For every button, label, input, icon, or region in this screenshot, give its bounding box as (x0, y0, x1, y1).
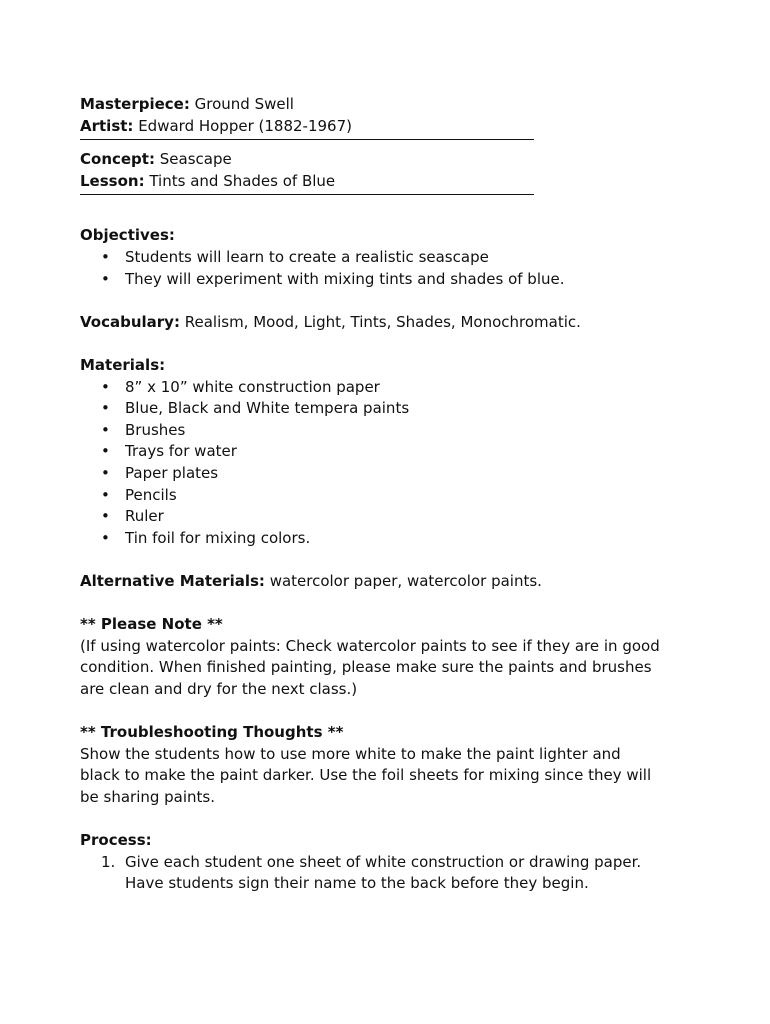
lesson-label: Lesson: (80, 171, 145, 190)
masterpiece-label: Masterpiece: (80, 95, 190, 113)
list-item (80, 377, 680, 399)
step-number: 1. (101, 852, 116, 871)
bullet-icon: • (101, 420, 110, 439)
please-note-text: (If using watercolor paints: Check watercolor paints to see if they are in good condition. When finished painting, please make sure the paints and brushes are clean and dry for the next class.) (80, 636, 660, 698)
bullet-icon: • (101, 377, 110, 396)
materials-heading: Materials: (80, 355, 166, 374)
masterpiece-line (80, 94, 680, 116)
objectives-heading: Objectives: (80, 226, 175, 245)
artist-line (80, 116, 680, 138)
vocabulary-label: Vocabulary: (80, 312, 180, 331)
material-text: Paper plates (125, 463, 219, 482)
materials-list (80, 377, 680, 550)
troubleshooting-text: Show the students how to use more white to make the paint lighter and black to make the paint darker. Use the foil sheets for mixing since they will be sharing paints. (80, 744, 652, 806)
alternative-materials-value: watercolor paper, watercolor paints. (269, 571, 542, 590)
list-item (80, 852, 665, 895)
list-item (80, 528, 680, 550)
objectives-list (80, 247, 680, 290)
lesson-value: Tints and Shades of Blue (149, 171, 336, 190)
please-note-heading: ** Please Note ** (80, 615, 223, 634)
bullet-icon: • (101, 485, 110, 504)
material-text: Ruler (125, 507, 164, 526)
bullet-icon: • (101, 463, 110, 482)
list-item (80, 506, 680, 528)
vocabulary-line (80, 312, 680, 334)
lesson-line (80, 171, 680, 193)
bullet-icon: • (101, 507, 110, 526)
process-heading: Process: (80, 831, 152, 849)
material-text: Brushes (125, 420, 186, 439)
list-item (80, 441, 680, 463)
objective-text: They will experiment with mixing tints and shades of blue. (125, 269, 565, 288)
troubleshooting-heading: ** Troubleshooting Thoughts ** (80, 723, 344, 742)
material-text: 8” x 10” white construction paper (125, 377, 380, 396)
alternative-materials-label: Alternative Materials: (80, 571, 265, 590)
material-text: Blue, Black and White tempera paints (125, 399, 410, 418)
bullet-icon: • (101, 247, 110, 266)
objective-text: Students will learn to create a realistic seascape (125, 247, 489, 266)
step-text: Give each student one sheet of white construction or drawing paper. Have students sign their name to the back before they begin. (125, 852, 642, 893)
concept-line (80, 149, 680, 171)
material-text: Tin foil for mixing colors. (125, 528, 311, 547)
masterpiece-value: Ground Swell (194, 95, 294, 113)
list-item (80, 485, 680, 507)
bullet-icon: • (101, 528, 110, 547)
vocabulary-value: Realism, Mood, Light, Tints, Shades, Monochromatic. (184, 312, 581, 331)
bullet-icon: • (101, 399, 110, 418)
concept-label: Concept: (80, 150, 155, 169)
list-item (80, 247, 680, 269)
lesson-plan-page (80, 94, 680, 895)
bullet-icon: • (101, 269, 110, 288)
alternative-materials-line (80, 571, 680, 593)
list-item (80, 398, 680, 420)
bullet-icon: • (101, 442, 110, 461)
process-steps (80, 852, 680, 895)
artist-value: Edward Hopper (1882-1967) (138, 116, 352, 135)
material-text: Pencils (125, 485, 177, 504)
list-item (80, 420, 680, 442)
list-item (80, 269, 680, 291)
artist-label: Artist: (80, 116, 134, 135)
material-text: Trays for water (125, 442, 237, 461)
concept-value: Seascape (159, 150, 232, 169)
list-item (80, 463, 680, 485)
